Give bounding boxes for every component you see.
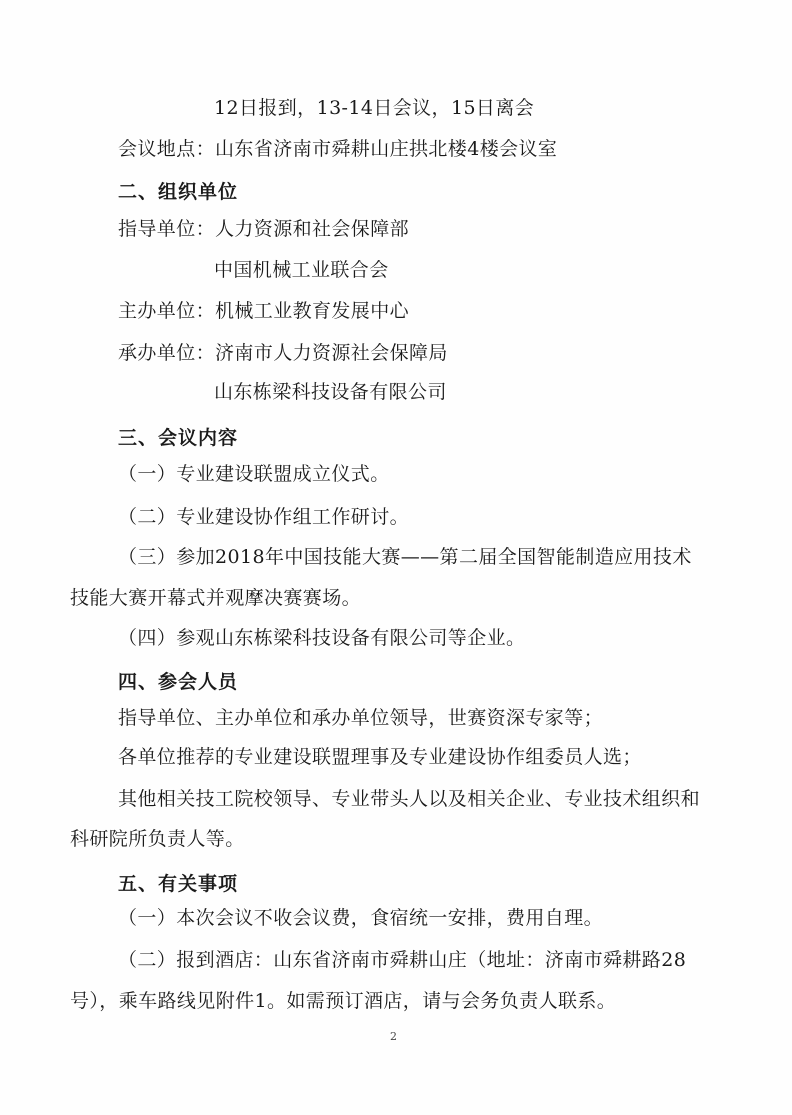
content-item-2: （二）专业建设协作组工作研讨。 [118, 506, 410, 528]
host-unit-line: 主办单位：机械工业教育发展中心 [118, 300, 410, 322]
attendees-line-3: 其他相关技工院校领导、专业带头人以及相关企业、专业技术组织和 [118, 788, 701, 810]
page-number: 2 [390, 1030, 397, 1043]
section-heading-organizers: 二、组织单位 [118, 181, 239, 203]
attendees-line-2: 各单位推荐的专业建设联盟理事及专业建设协作组委员人选； [118, 746, 642, 768]
matters-item-1: （一）本次会议不收会议费，食宿统一安排，费用自理。 [118, 907, 604, 929]
content-item-3: （三）参加2018年中国技能大赛——第二届全国智能制造应用技术 [118, 546, 692, 568]
section-heading-attendees: 四、参会人员 [118, 671, 239, 693]
section-heading-matters: 五、有关事项 [118, 873, 239, 895]
attendees-line-1: 指导单位、主办单位和承办单位领导，世赛资深专家等； [118, 707, 604, 729]
guiding-unit-line: 指导单位：人力资源和社会保障部 [118, 218, 410, 240]
matters-item-2: （二）报到酒店：山东省济南市舜耕山庄（地址：济南市舜耕路28 [118, 949, 687, 971]
content-item-1: （一）专业建设联盟成立仪式。 [118, 463, 390, 485]
schedule-line: 12日报到，13-14日会议，15日离会 [214, 97, 535, 119]
organizer-unit-line-2: 山东栋梁科技设备有限公司 [214, 381, 447, 403]
attendees-line-3-cont: 科研院所负责人等。 [70, 828, 245, 850]
guiding-unit-line-2: 中国机械工业联合会 [214, 259, 389, 281]
content-item-4: （四）参观山东栋梁科技设备有限公司等企业。 [118, 627, 526, 649]
venue-line: 会议地点：山东省济南市舜耕山庄拱北楼4楼会议室 [118, 138, 558, 160]
content-item-3-cont: 技能大赛开幕式并观摩决赛赛场。 [70, 587, 362, 609]
matters-item-2-cont: 号），乘车路线见附件1。如需预订酒店，请与会务负责人联系。 [70, 990, 617, 1012]
organizer-unit-line: 承办单位：济南市人力资源社会保障局 [118, 342, 448, 364]
section-heading-content: 三、会议内容 [118, 427, 239, 449]
